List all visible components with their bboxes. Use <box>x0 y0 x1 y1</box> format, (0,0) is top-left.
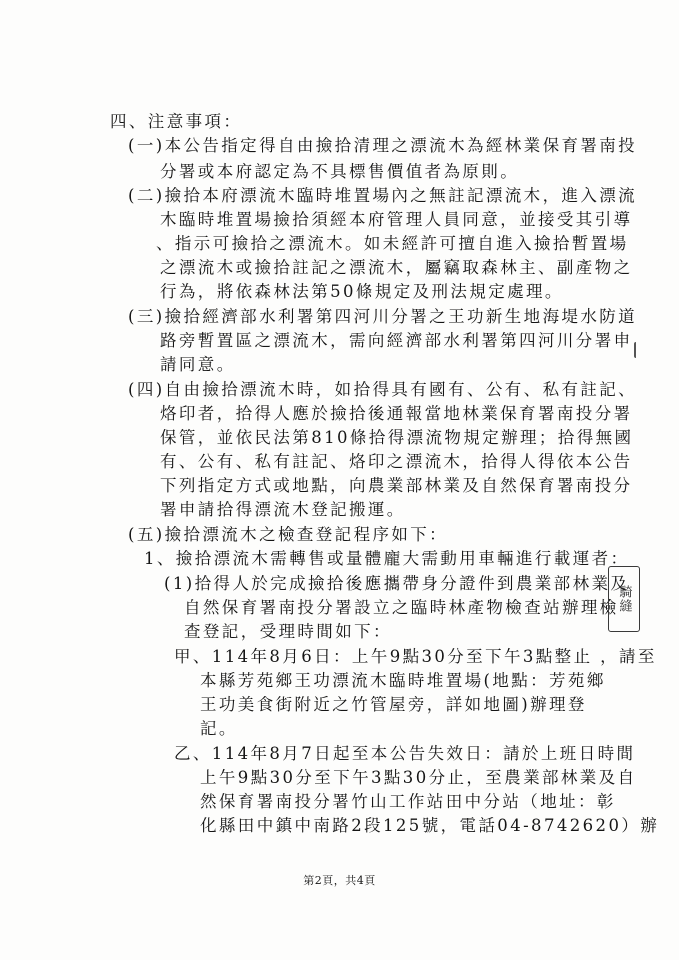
sub-sub-item-1-line-1: (1)拾得人於完成撿拾後應攜帶身分證件到農業部林業及 <box>164 574 630 593</box>
item-4-line-6: 署申請拾得漂流木登記搬運。 <box>160 500 406 519</box>
item-1-line-1: (一)本公告指定得自由撿拾清理之漂流木為經林業保育署南投 <box>128 136 638 155</box>
schedule-a-line-2: 本縣芳苑鄉王功漂流木臨時堆置場(地點：芳苑鄉 <box>200 671 606 690</box>
seam-seal-stamp: 騎縫 <box>608 566 640 632</box>
schedule-a-line-1: 甲、114年8月6日：上午9點30分至下午3點整止 ，請至 <box>174 647 657 666</box>
item-4-line-5: 下列指定方式或地點，向農業部林業及自然保育署南投分 <box>160 476 633 495</box>
schedule-b-line-2: 上午9點30分至下午3點30分止，至農業部林業及自 <box>200 768 637 787</box>
schedule-a-line-4: 記。 <box>200 719 238 738</box>
item-2-line-3: 、指示可撿拾之漂流木。如未經許可擅自進入撿拾暫置場 <box>156 234 629 253</box>
item-3-line-3: 請同意。 <box>160 355 236 374</box>
item-4-line-2: 烙印者，拾得人應於撿拾後通報當地林業保育署南投分署 <box>160 404 633 423</box>
section-heading: 四、注意事項： <box>110 112 243 131</box>
sub-sub-item-1-line-2: 自然保育署南投分署設立之臨時林產物檢查站辦理檢 <box>184 598 619 617</box>
page-number-footer: 第2頁，共4頁 <box>303 874 376 887</box>
item-2-line-4: 之漂流木或撿拾註記之漂流木，屬竊取森林主、副產物之 <box>160 258 633 277</box>
item-5-line-1: (五)撿拾漂流木之檢查登記程序如下： <box>128 525 449 544</box>
item-3-line-2: 路旁暫置區之漂流木，需向經濟部水利署第四河川分署申 <box>160 331 633 350</box>
sub-sub-item-1-line-3: 查登記，受理時間如下： <box>184 622 392 641</box>
sub-item-1-line-1: 1、撿拾漂流木需轉售或量體龐大需動用車輛進行載運者： <box>144 549 630 568</box>
item-2-line-5: 行為，將依森林法第50條規定及刑法規定處理。 <box>160 282 564 301</box>
schedule-b-line-4: 化縣田中鎮中南路2段125號，電話04-8742620）辦 <box>200 816 660 835</box>
item-4-line-1: (四)自由撿拾漂流木時，如拾得具有國有、公有、私有註記、 <box>128 380 638 399</box>
item-1-line-2: 分署或本府認定為不具標售價值者為原則。 <box>160 162 520 181</box>
schedule-a-line-3: 王功美食街附近之竹管屋旁，詳如地圖)辦理登 <box>200 695 587 714</box>
item-2-line-1: (二)撿拾本府漂流木臨時堆置場內之無註記漂流木，進入漂流 <box>128 186 638 205</box>
item-3-line-1: (三)撿拾經濟部水利署第四河川分署之王功新生地海堤水防道 <box>128 307 638 326</box>
binding-mark <box>634 342 642 358</box>
item-4-line-4: 有、公有、私有註記、烙印之漂流木，拾得人得依本公告 <box>160 452 633 471</box>
item-4-line-3: 保管，並依民法第810條拾得漂流物規定辦理；拾得無國 <box>160 428 634 447</box>
schedule-b-line-3: 然保育署南投分署竹山工作站田中分站（地址：彰 <box>200 792 616 811</box>
item-2-line-2: 木臨時堆置場撿拾須經本府管理人員同意，並接受其引導 <box>160 210 633 229</box>
schedule-b-line-1: 乙、114年8月7日起至本公告失效日：請於上班日時間 <box>174 744 636 763</box>
